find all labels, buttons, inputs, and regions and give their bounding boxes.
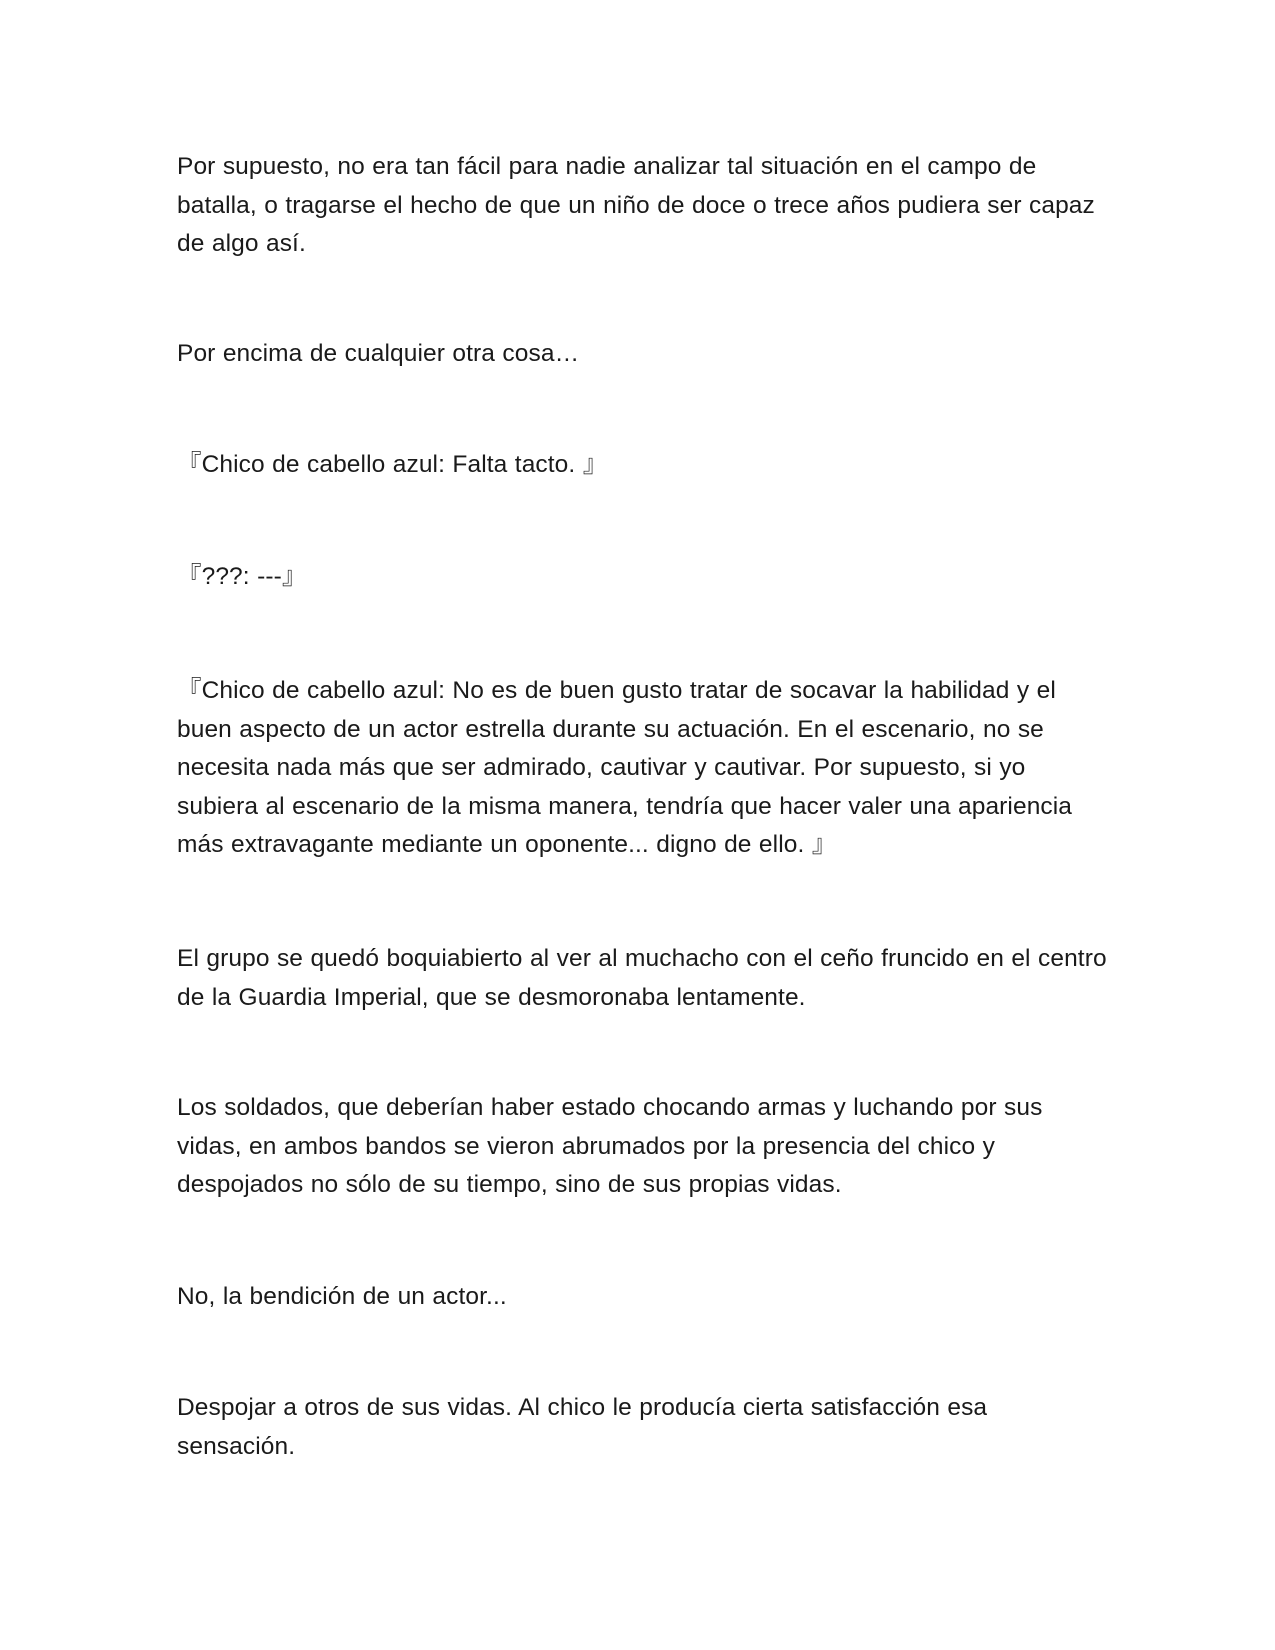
paragraph-narration: No, la bendición de un actor... — [177, 1283, 507, 1310]
paragraph-narration: Por encima de cualquier otra cosa… — [177, 340, 580, 367]
paragraph-dialogue: 『???: ---』 — [177, 563, 307, 590]
paragraph-narration: Por supuesto, no era tan fácil para nadie analizar tal situación en el campo de batalla, o tragarse el hecho de que un niño de doce o trece años pudiera ser capaz de algo así. — [177, 153, 1095, 257]
paragraph-narration: Los soldados, que deberían haber estado chocando armas y luchando por sus vidas, en ambos bandos se vieron abrumados por la presencia del chico y despojados no sólo de su tiempo, sino de sus propias vidas. — [177, 1094, 1043, 1198]
paragraph-dialogue: 『Chico de cabello azul: Falta tacto. 』 — [177, 451, 608, 478]
paragraph-narration: El grupo se quedó boquiabierto al ver al muchacho con el ceño fruncido en el centro de la Guardia Imperial, que se desmoronaba lentamente. — [177, 945, 1107, 1011]
paragraph-narration: Despojar a otros de sus vidas. Al chico le producía cierta satisfacción esa sensación. — [177, 1394, 988, 1460]
paragraph-dialogue: 『Chico de cabello azul: No es de buen gusto tratar de socavar la habilidad y el buen aspecto de un actor estrella durante su actuación. En el escenario, no se necesita nada más que ser admirado, cautivar y cautivar. Por supuesto, si yo subiera al escenario de la misma manera, tendría que hacer valer una apariencia más extravagante mediante un oponente... digno de ello. 』 — [177, 677, 1073, 858]
